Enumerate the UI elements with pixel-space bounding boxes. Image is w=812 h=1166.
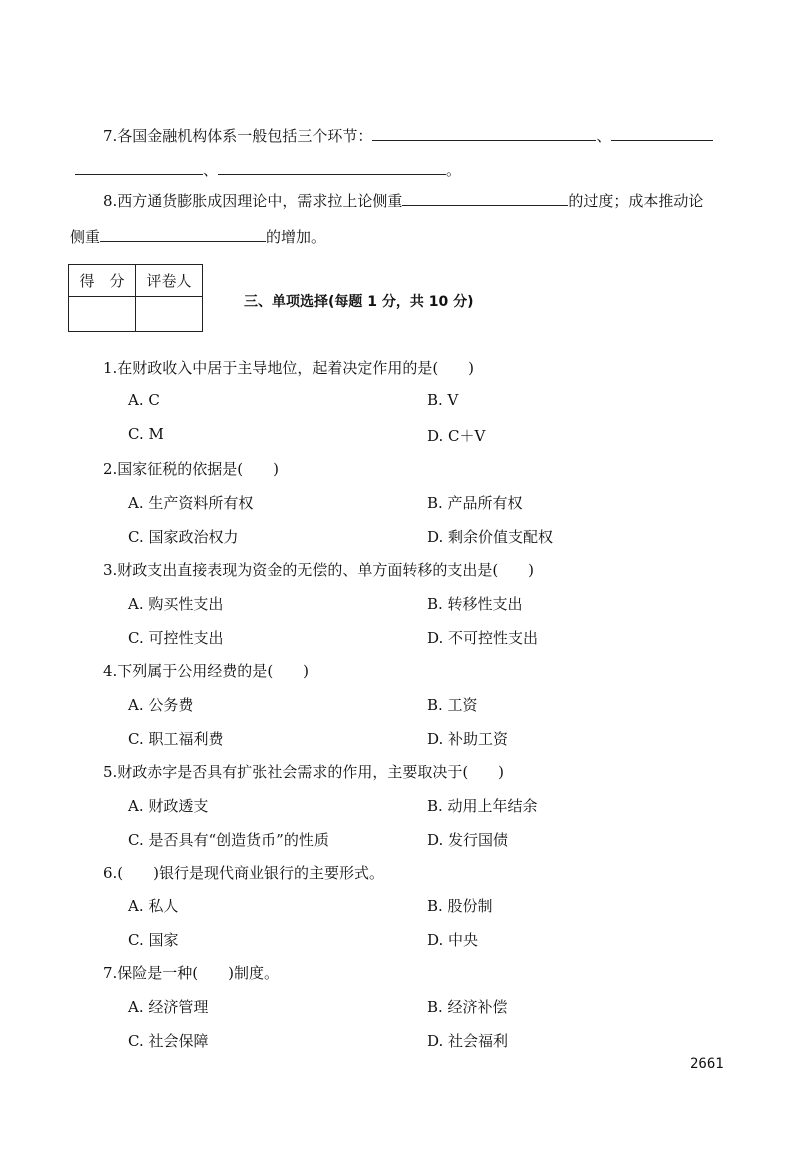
option-d[interactable]: D. 发行国债 xyxy=(427,831,509,849)
answer-blank[interactable] xyxy=(75,159,203,175)
question-stem: 2.国家征税的依据是( ) xyxy=(103,460,280,478)
option-c[interactable]: C. 职工福利费 xyxy=(128,730,224,748)
option-d[interactable]: D. 补助工资 xyxy=(427,730,509,748)
question-stem: 6.( )银行是现代商业银行的主要形式。 xyxy=(103,864,385,882)
option-d[interactable]: D. 不可控性支出 xyxy=(427,629,539,647)
option-b[interactable]: B. V xyxy=(427,391,459,409)
option-b[interactable]: B. 转移性支出 xyxy=(427,595,523,613)
question-text-cont: 的过度；成本推动论 xyxy=(568,192,704,210)
answer-blank[interactable] xyxy=(611,125,713,141)
fill-in-question-7 xyxy=(103,125,713,146)
score-header: 得 分 xyxy=(69,265,136,297)
option-a[interactable]: A. 私人 xyxy=(128,897,179,915)
option-a[interactable]: A. 经济管理 xyxy=(128,998,209,1016)
option-c[interactable]: C. M xyxy=(128,425,164,443)
question-text-end: 的增加。 xyxy=(266,228,327,246)
option-c[interactable]: C. 国家政治权力 xyxy=(128,528,239,546)
question-stem: 3.财政支出直接表现为资金的无偿的、单方面转移的支出是( ) xyxy=(103,561,535,579)
answer-blank[interactable] xyxy=(372,125,596,141)
option-c[interactable]: C. 是否具有“创造货币”的性质 xyxy=(128,831,329,849)
option-d[interactable]: D. 剩余价值支配权 xyxy=(427,528,554,546)
option-a[interactable]: A. 公务费 xyxy=(128,696,194,714)
option-c[interactable]: C. 社会保障 xyxy=(128,1032,209,1050)
grader-header: 评卷人 xyxy=(136,265,203,297)
option-a[interactable]: A. 生产资料所有权 xyxy=(128,494,254,512)
answer-blank[interactable] xyxy=(402,190,568,206)
score-cell[interactable] xyxy=(69,297,136,332)
question-stem: 4.下列属于公用经费的是( ) xyxy=(103,662,310,680)
fill-in-question-7-line2 xyxy=(75,159,461,180)
answer-blank[interactable] xyxy=(218,159,446,175)
option-c[interactable]: C. 国家 xyxy=(128,931,179,949)
option-d[interactable]: D. 社会福利 xyxy=(427,1032,509,1050)
question-text: 7.各国金融机构体系一般包括三个环节： xyxy=(103,127,373,145)
grader-cell[interactable] xyxy=(136,297,203,332)
option-b[interactable]: B. 经济补偿 xyxy=(427,998,508,1016)
option-d[interactable]: D. C＋V xyxy=(427,427,486,445)
question-stem: 7.保险是一种( )制度。 xyxy=(103,964,280,982)
period: 。 xyxy=(446,161,462,179)
page-number: 2661 xyxy=(690,1056,724,1072)
option-b[interactable]: B. 产品所有权 xyxy=(427,494,523,512)
answer-blank[interactable] xyxy=(100,226,266,242)
question-text: 8.西方通货膨胀成因理论中，需求拉上论侧重 xyxy=(103,192,403,210)
fill-in-question-8-line2 xyxy=(70,226,326,247)
option-c[interactable]: C. 可控性支出 xyxy=(128,629,224,647)
option-a[interactable]: A. 购买性支出 xyxy=(128,595,224,613)
option-b[interactable]: B. 工资 xyxy=(427,696,478,714)
option-b[interactable]: B. 动用上年结余 xyxy=(427,797,538,815)
question-text: 侧重 xyxy=(70,228,101,246)
option-d[interactable]: D. 中央 xyxy=(427,931,479,949)
separator: 、 xyxy=(203,161,219,179)
option-b[interactable]: B. 股份制 xyxy=(427,897,493,915)
question-stem: 5.财政赤字是否具有扩张社会需求的作用，主要取决于( ) xyxy=(103,763,505,781)
fill-in-question-8 xyxy=(103,190,703,211)
question-stem: 1.在财政收入中居于主导地位，起着决定作用的是( ) xyxy=(103,359,475,377)
option-a[interactable]: A. C xyxy=(128,391,160,409)
option-a[interactable]: A. 财政透支 xyxy=(128,797,209,815)
section-title: 三、单项选择(每题 1 分，共 10 分) xyxy=(244,294,474,310)
score-box xyxy=(68,264,203,332)
separator: 、 xyxy=(596,127,612,145)
